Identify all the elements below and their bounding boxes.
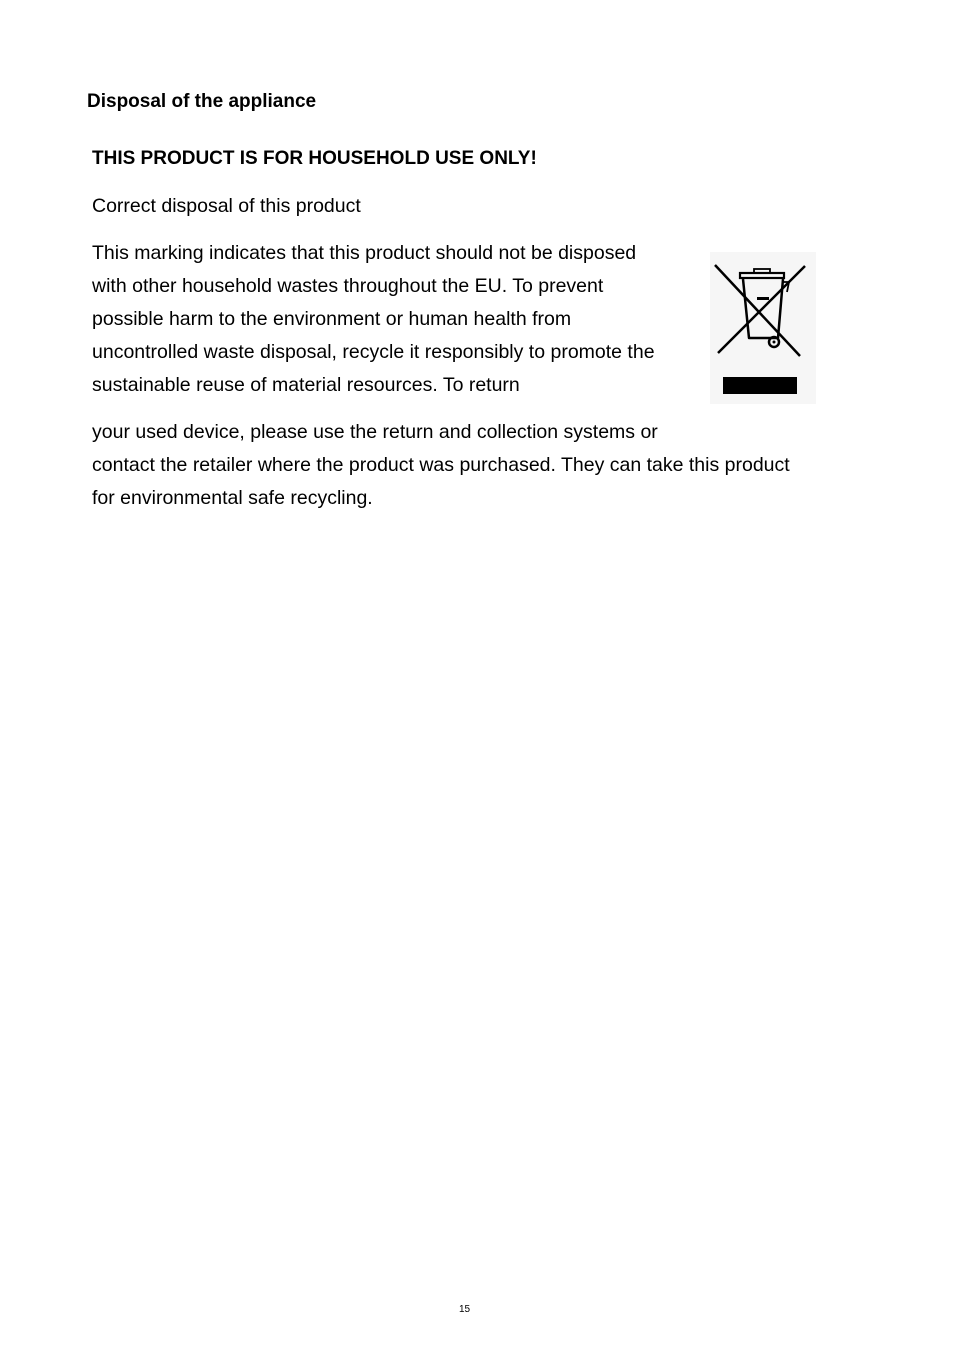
disposal-paragraph-2 — [92, 416, 790, 515]
paragraph-line: possible harm to the environment or human health from — [92, 308, 572, 330]
page-number: 15 — [459, 1304, 471, 1315]
paragraph-line: contact the retailer where the product was purchased. They can take this product — [92, 454, 790, 476]
paragraph-line: your used device, please use the return and collection systems or — [92, 421, 658, 443]
crossed-out-wheelie-bin-icon — [710, 252, 816, 404]
section-title: Disposal of the appliance — [87, 91, 317, 112]
paragraph-line: uncontrolled waste disposal, recycle it responsibly to promote the — [92, 341, 655, 363]
paragraph-line: sustainable reuse of material resources. To return — [92, 374, 520, 396]
disposal-subheading: Correct disposal of this product — [92, 195, 361, 217]
disposal-paragraph-1 — [92, 237, 655, 402]
paragraph-line: with other household wastes throughout the EU. To prevent — [92, 275, 604, 297]
paragraph-line: This marking indicates that this product should not be disposed — [92, 242, 637, 264]
household-use-warning: THIS PRODUCT IS FOR HOUSEHOLD USE ONLY! — [92, 148, 537, 169]
paragraph-line: for environmental safe recycling. — [92, 487, 373, 509]
